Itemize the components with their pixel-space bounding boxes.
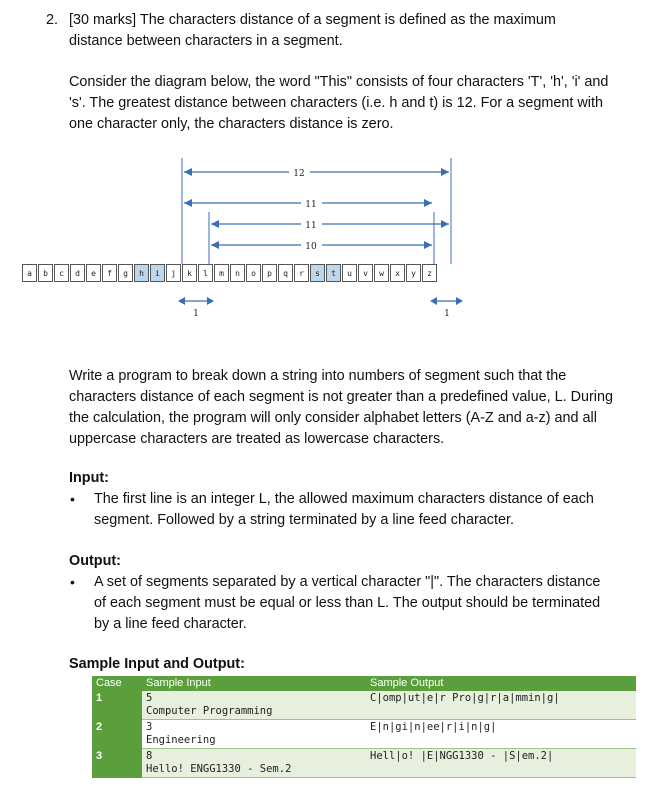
sample-input-line: 5 [146,692,153,704]
arrow-11-b [211,220,449,228]
letter-cell: p [262,264,277,282]
letter-cell: c [54,264,69,282]
letter-cell: y [406,264,421,282]
letter-cell: e [86,264,101,282]
case-number: 1 [92,691,142,720]
letter-cell: f [102,264,117,282]
letter-cell: v [358,264,373,282]
letter-cell: t [326,264,341,282]
label-10: 10 [305,242,317,252]
sample-input-line: Computer Programming [146,705,273,717]
letter-cell: u [342,264,357,282]
table-row [92,749,636,778]
case-number: 3 [92,749,142,778]
sample-output: Hell|o! |E|NGG1330 - |S|em.2| [366,749,636,778]
letter-cell: w [374,264,389,282]
letter-cell: g [118,264,133,282]
letter-cell: n [230,264,245,282]
letter-cell: q [278,264,293,282]
table-row [92,691,636,720]
sample-table [92,676,636,778]
input-bullet [70,489,614,531]
letter-cell: z [422,264,437,282]
label-12: 12 [293,169,305,179]
label-11-a: 11 [305,200,317,210]
table-row [92,720,636,749]
sample-input-line: Engineering [146,734,216,746]
sample-input-line: Hello! ENGG1330 - Sem.2 [146,763,292,775]
label-1-hi: 1 [193,309,199,319]
column-header-output: Sample Output [366,676,636,691]
small-arrow-st [430,297,463,305]
label-11-b: 11 [305,221,317,231]
letter-cell: x [390,264,405,282]
sample-input-line: 3 [146,721,153,733]
arrow-12 [184,168,449,176]
letter-cell: k [182,264,197,282]
table-header-row [92,676,636,691]
letter-cell: m [214,264,229,282]
small-arrow-hi [178,297,214,305]
letter-cell: l [198,264,213,282]
letter-cell: a [22,264,37,282]
letter-cell: r [294,264,309,282]
alphabet-row [22,264,438,282]
sample-input [142,720,366,749]
bullet-icon: • [70,574,75,590]
question-number: 2. [46,12,59,28]
question-intro: [30 marks] The characters distance of a segment is defined as the maximum distance between characters in a segment. [69,12,556,49]
sample-input [142,749,366,778]
bullet-icon: • [70,491,75,507]
column-header-case: Case [92,676,142,691]
arrow-10 [211,241,432,249]
case-number: 2 [92,720,142,749]
letter-cell: h [134,264,149,282]
letter-cell: i [150,264,165,282]
letter-cell: b [38,264,53,282]
input-heading: Input: [69,470,109,486]
sample-input-line: 8 [146,750,153,762]
letter-cell: s [310,264,325,282]
sample-output: E|n|gi|n|ee|r|i|n|g| [366,720,636,749]
task-paragraph: Write a program to break down a string into numbers of segment such that the characters distance of each segment is not greater than a predefined value, L. During the calculation, the program will only consider alphabet letters (A-Z and a-z) and all uppercase characters are treated as lowercase characters. [69,368,613,447]
letter-cell: o [246,264,261,282]
distance-diagram [0,150,669,330]
column-header-input: Sample Input [142,676,366,691]
letter-cell: j [166,264,181,282]
consider-paragraph: Consider the diagram below, the word "This" consists of four characters 'T', 'h', 'i' and 's'. The greatest distance between characters (i.e. h and t) is 12. For a segment with one character only, the characters distance is zero. [69,74,609,132]
output-heading: Output: [69,553,121,569]
input-bullet-text: The first line is an integer L, the allowed maximum characters distance of each segment. Followed by a string terminated by a line feed character. [94,491,594,528]
sample-output: C|omp|ut|e|r Pro|g|r|a|mmin|g| [366,691,636,720]
label-1-st: 1 [444,309,450,319]
output-bullet-text: A set of segments separated by a vertical character "|". The characters distance of each segment must be equal or less than L. The output should be terminated by a line feed character. [94,574,601,632]
letter-cell: d [70,264,85,282]
output-bullet [70,572,614,635]
sample-heading: Sample Input and Output: [69,656,245,672]
sample-input [142,691,366,720]
